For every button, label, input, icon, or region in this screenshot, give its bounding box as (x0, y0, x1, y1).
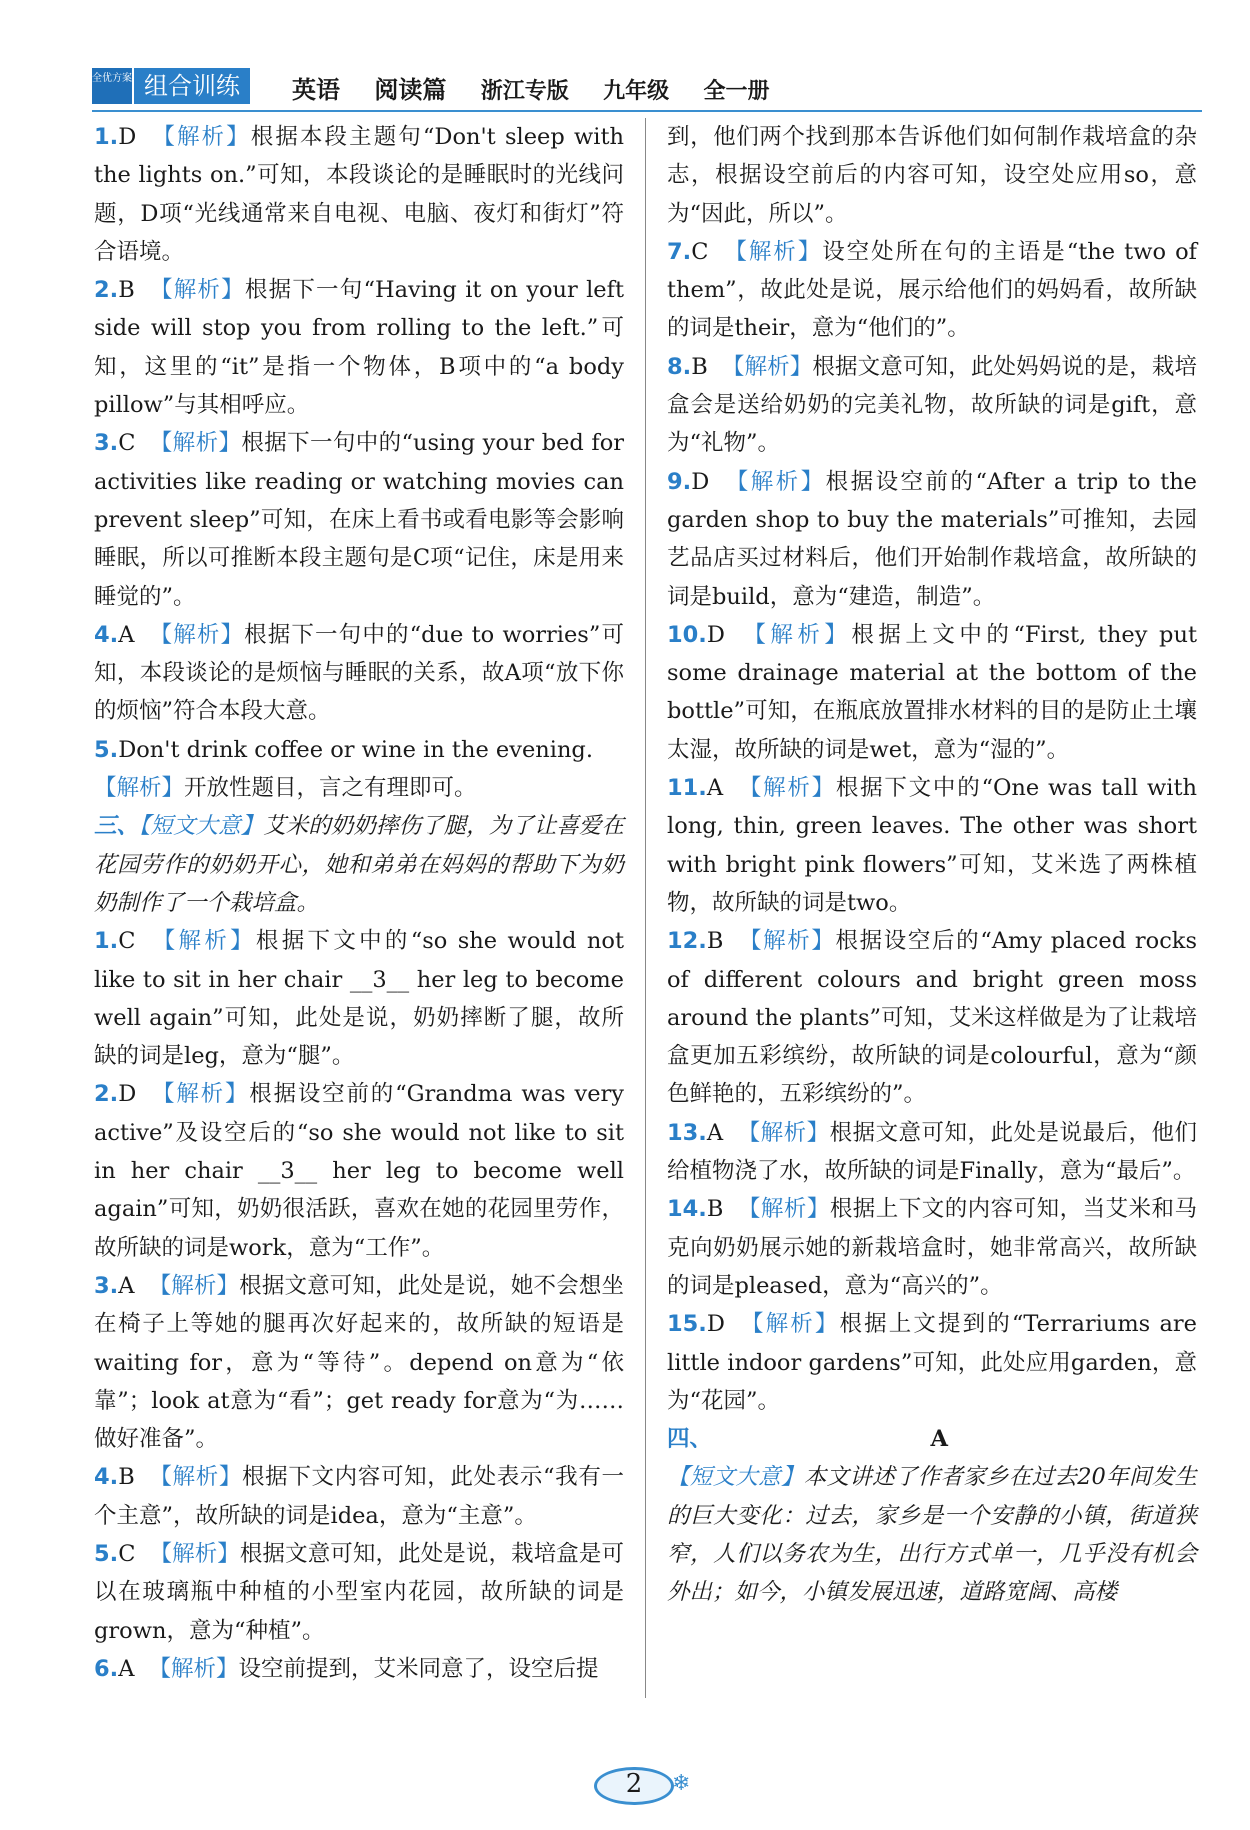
item-number: 8. (667, 353, 692, 380)
item-number: 三、 (94, 813, 140, 840)
item-answer: A (118, 1655, 135, 1682)
item-tag: 【解析】 (723, 468, 826, 495)
answer-item (94, 922, 624, 1075)
answer-item (94, 1535, 624, 1650)
header-subject: 英语 (292, 76, 340, 104)
item-text: 根据文意可知，此处是说最后，他们给植物浇了水，故所缺的词是Finally，意为“最后”。 (667, 1119, 1197, 1185)
page-number: 2 (625, 1769, 643, 1799)
item-number: 2. (94, 1081, 119, 1108)
item-text: 根据文意可知，此处是说，栽培盒是可以在玻璃瓶中种植的小型室内花园，故所缺的词是grown，意为“种植”。 (94, 1540, 624, 1644)
item-tag: 【解析】 (721, 353, 813, 380)
item-tag: 【解析】 (94, 775, 185, 802)
item-text: 根据下文内容可知，此处表示“我有一个主意”，故所缺的词是idea，意为“主意”。 (94, 1464, 624, 1529)
item-text: 根据下文中的“so she would not like to sit in her chair __3__ her leg to become well again”可知，此处是说，奶奶摔断了腿，故所缺的词是leg，意为“腿”。 (94, 928, 624, 1070)
item-number: 3. (94, 1272, 119, 1299)
item-tag: 【解析】 (148, 1464, 243, 1491)
item-text: 艾米的奶奶摔伤了腿，为了让喜爱在花园劳作的奶奶开心，她和弟弟在妈妈的帮助下为奶奶制作了一个栽培盒。 (94, 813, 624, 916)
header-rule (92, 110, 1202, 112)
item-answer: D (118, 124, 137, 150)
item-tag: 【解析】 (148, 1655, 239, 1682)
answer-item (94, 118, 624, 271)
item-answer: D (706, 621, 725, 648)
item-number: 10. (667, 621, 707, 648)
logo-small-text: 全优方案 (92, 68, 132, 104)
header-part: 阅读篇 (374, 76, 447, 104)
item-text: 根据下一句中的“using your bed for activities like reading or watching movies can prevent sleep”可知，在床上看书或看电影等会影响睡眠，所以可推断本段主题句是C项“记住，床是用来睡觉的”。 (94, 430, 624, 610)
item-answer: B (118, 277, 135, 304)
answer-item (94, 424, 624, 615)
item-answer: B (706, 1196, 724, 1223)
summary-tag: 【短文大意】 (667, 1464, 804, 1491)
item-number: 12. (667, 928, 707, 955)
header-grade: 九年级 (603, 79, 670, 104)
answer-item (667, 118, 1197, 233)
item-number: 5. (94, 736, 119, 763)
item-text: 根据下文中的“One was tall with long, thin, green leaves. The other was short with bright pink flowers”可知，艾米选了两株植物，故所缺的词是two。 (667, 775, 1197, 916)
left-column (94, 118, 624, 1688)
section4-label: A (930, 1426, 948, 1453)
answer-item (94, 1650, 624, 1688)
answer-item (94, 731, 624, 769)
item-tag: 【解析】 (149, 928, 256, 955)
item-answer: B (118, 1464, 135, 1491)
item-tag: 【解析】 (149, 1540, 240, 1567)
item-tag: 【短文大意】 (139, 813, 264, 840)
item-number: 2. (94, 277, 119, 304)
right-column (667, 118, 1197, 1612)
item-answer: B (691, 353, 708, 380)
page-footer (594, 1765, 704, 1809)
column-divider (645, 118, 646, 1698)
item-number: 1. (94, 124, 119, 150)
item-tag: 【解析】 (722, 238, 823, 265)
item-tag: 【解析】 (737, 775, 836, 802)
answer-item (667, 1190, 1197, 1305)
item-answer: D (706, 1311, 725, 1338)
item-number: 5. (94, 1540, 119, 1567)
item-answer: A (706, 775, 724, 802)
answer-item (667, 463, 1197, 616)
item-text: 根据下一句中的“due to worries”可知，本段谈论的是烦恼与睡眠的关系，故A项“放下你的烦恼”符合本段大意。 (94, 621, 624, 725)
answer-item (667, 922, 1197, 1113)
section4-heading (667, 1420, 1197, 1458)
item-number: 4. (94, 621, 119, 648)
item-text: 根据文意可知，此处妈妈说的是，栽培盒会是送给奶奶的完美礼物，故所缺的词是gift，意为“礼物”。 (667, 353, 1197, 457)
item-tag: 【解析】 (148, 277, 245, 304)
item-answer: C (118, 928, 136, 955)
item-tag: 【解析】 (148, 621, 245, 648)
answer-item (667, 1305, 1197, 1420)
item-number: 4. (94, 1464, 119, 1491)
answer-item (94, 1075, 624, 1266)
item-number: 15. (667, 1311, 707, 1338)
section4-num: 四、 (667, 1426, 713, 1453)
item-answer: C (118, 430, 136, 457)
answer-item (94, 807, 624, 922)
answer-item (94, 769, 624, 807)
item-text: 根据上下文的内容可知，当艾米和马克向奶奶展示她的新栽培盒时，她非常高兴，故所缺的词是pleased，意为“高兴的”。 (667, 1196, 1197, 1299)
series-logo (92, 68, 250, 104)
item-answer: Don't drink coffee or wine in the evening. (118, 736, 593, 763)
item-answer: B (706, 928, 724, 955)
item-tag: 【解析】 (148, 1272, 240, 1299)
item-number: 14. (667, 1196, 707, 1223)
answer-item (667, 233, 1197, 348)
page-header (92, 64, 1202, 108)
item-tag: 【解析】 (737, 1196, 830, 1223)
item-tag: 【解析】 (738, 1311, 840, 1338)
item-tag: 【解析】 (149, 430, 242, 457)
snowflake-icon: ❄ (672, 1771, 691, 1796)
item-tag: 【解析】 (150, 124, 251, 150)
header-edition: 浙江专版 (480, 79, 569, 104)
item-text: 开放性题目，言之有理即可。 (184, 775, 477, 802)
item-text: 根据本段主题句“Don't sleep with the lights on.”可知，本段谈论的是睡眠时的光线问题，D项“光线通常来自电视、电脑、夜灯和街灯”符合语境。 (94, 124, 624, 265)
item-text: 根据下一句“Having it on your left side will stop you from rolling to the left.”可知，这里的“it”是指一个物体，B项中的“a body pillow”与其相呼应。 (94, 277, 624, 419)
item-text: 到，他们两个找到那本告诉他们如何制作栽培盒的杂志，根据设空前后的内容可知，设空处应用so，意为“因此，所以”。 (667, 124, 1197, 227)
item-text: 根据设空前的“After a trip to the garden shop to buy the materials”可推知，去园艺品店买过材料后，他们开始制作栽培盒，故所缺的词是build，意为“建造，制造”。 (667, 468, 1197, 610)
item-number: 11. (667, 775, 707, 802)
item-text: 设空前提到，艾米同意了，设空后提 (238, 1655, 599, 1682)
item-number: 1. (94, 928, 119, 955)
header-title (292, 70, 795, 105)
answer-item (667, 348, 1197, 463)
item-answer: D (691, 468, 710, 495)
item-text: 根据设空前的“Grandma was very active”及设空后的“so she would not like to sit in her chair __3__ her leg to become well again”可知，奶奶很活跃，喜欢在她的花园里劳作，故所缺的词是work，意为“工作”。 (94, 1081, 624, 1261)
answer-item (667, 1114, 1197, 1191)
answer-item (667, 616, 1197, 769)
item-number: 6. (94, 1655, 119, 1682)
item-number: 9. (667, 468, 692, 495)
item-tag: 【解析】 (150, 1081, 250, 1108)
answer-item (94, 616, 624, 731)
item-number: 7. (667, 238, 692, 265)
item-answer: A (118, 621, 135, 648)
item-number: 13. (667, 1119, 707, 1146)
answer-item (94, 1458, 624, 1535)
item-text: 根据上文中的“First, they put some drainage material at the bottom of the bottle”可知，在瓶底放置排水材料的目的是防止土壤太湿，故所缺的词是wet，意为“湿的”。 (667, 621, 1197, 763)
header-volume: 全一册 (703, 79, 770, 104)
answer-item (667, 769, 1197, 922)
item-number: 3. (94, 430, 119, 457)
item-text: 设空处所在句的主语是“the two of them”，故此处是说，展示给他们的妈妈看，故所缺的词是their，意为“他们的”。 (667, 238, 1197, 342)
item-tag: 【解析】 (737, 928, 836, 955)
item-tag: 【解析】 (737, 1119, 830, 1146)
summary-text: 本文讲述了作者家乡在过去20年间发生的巨大变化：过去，家乡是一个安静的小镇，街道狭窄，人们以务农为生，出行方式单一，几乎没有机会外出；如今，小镇发展迅速，道路宽阔、高楼 (667, 1464, 1197, 1606)
item-text: 根据上文提到的“Terrariums are little indoor gardens”可知，此处应用garden，意为“花园”。 (667, 1311, 1197, 1414)
item-answer: D (118, 1081, 137, 1108)
item-text: 根据文意可知，此处是说，她不会想坐在椅子上等她的腿再次好起来的，故所缺的短语是waiting for，意为“等待”。depend on意为“依靠”；look at意为“看”；get ready for意为“为……做好准备”。 (94, 1272, 624, 1453)
item-answer: A (118, 1272, 135, 1299)
item-tag: 【解析】 (738, 621, 852, 648)
answer-item (94, 1267, 624, 1458)
answer-item (94, 271, 624, 424)
item-text: 根据设空后的“Amy placed rocks of different colours and bright green moss around the plants”可知，艾米这样做是为了让栽培盒更加五彩缤纷，故所缺的词是colourful，意为“颜色鲜艳的，五彩缤纷的”。 (667, 928, 1197, 1108)
section4-summary (667, 1458, 1197, 1611)
item-answer: C (118, 1540, 136, 1567)
logo-main-text: 组合训练 (132, 68, 250, 104)
right-items (667, 118, 1197, 1420)
item-answer: C (691, 238, 709, 265)
item-answer: A (706, 1119, 724, 1146)
